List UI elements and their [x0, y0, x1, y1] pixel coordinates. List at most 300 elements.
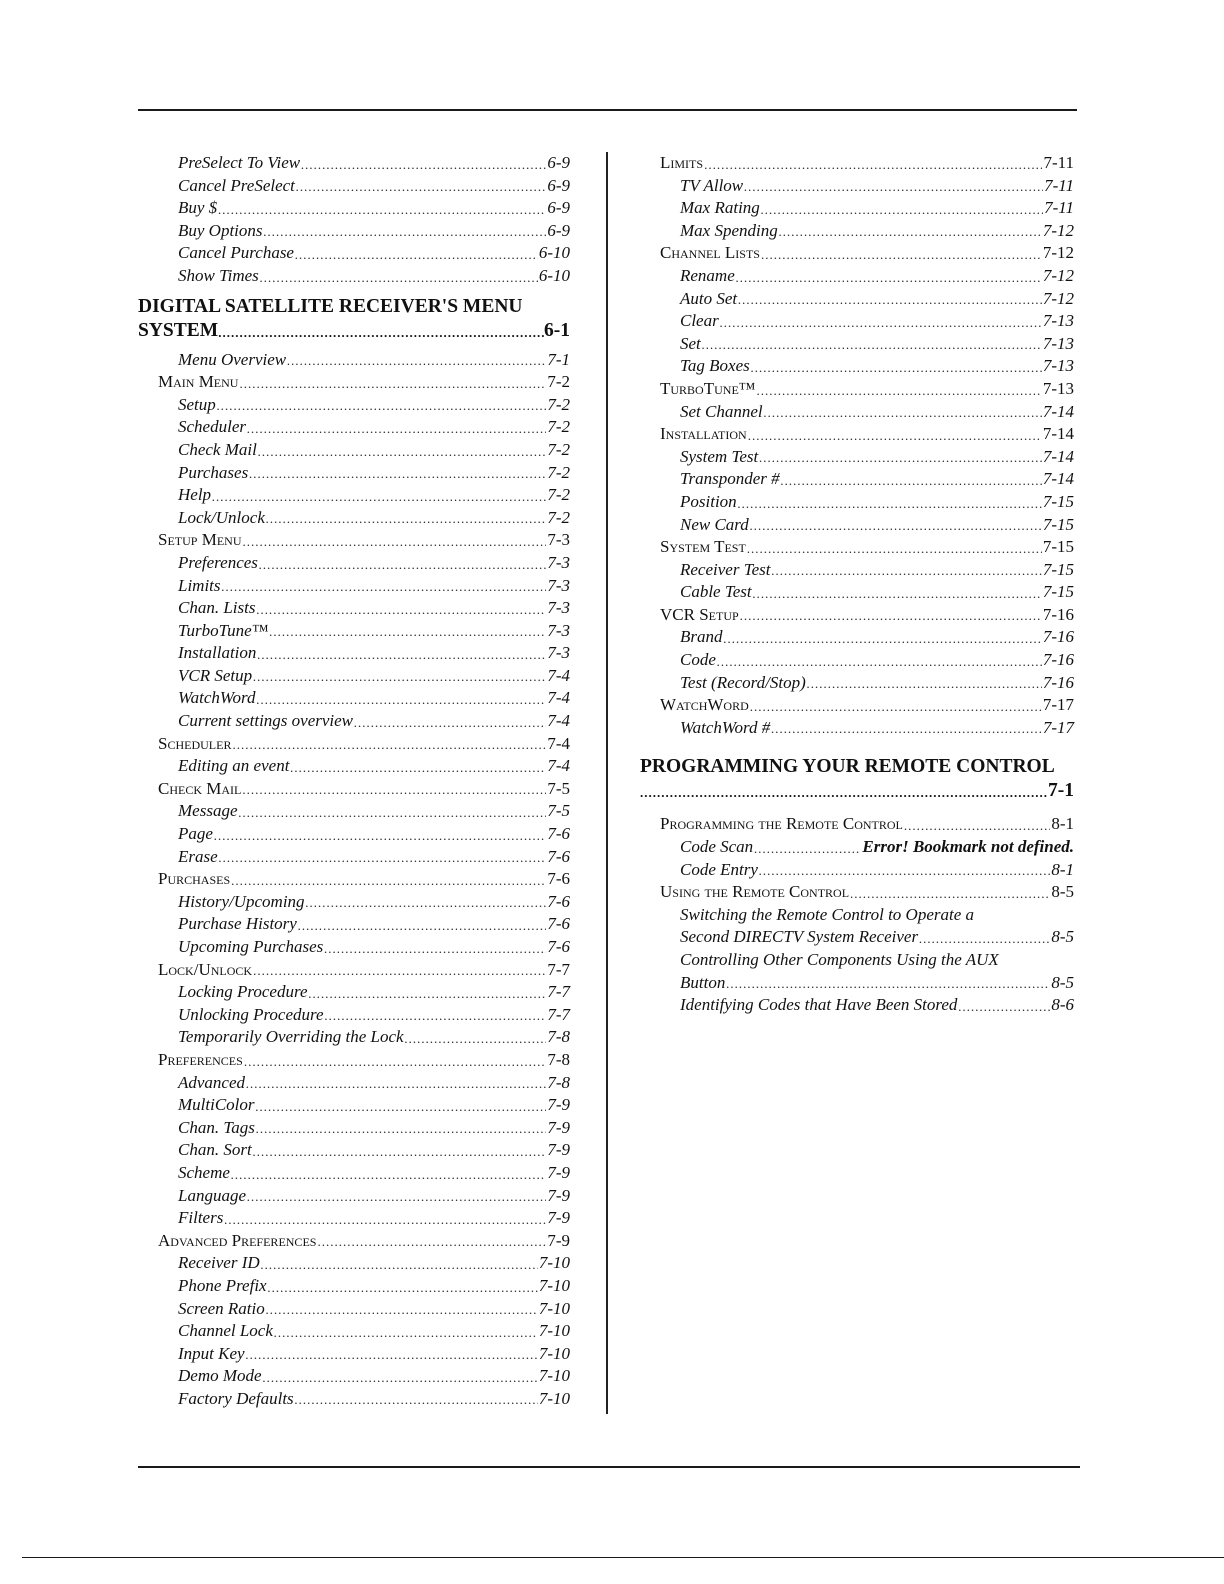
dot-leader	[256, 690, 546, 710]
toc-entry-page: 7-13	[1042, 333, 1074, 353]
dot-leader	[266, 509, 546, 529]
toc-entry-title: Max Spending	[680, 220, 778, 240]
toc-entry-receiver-id[interactable]	[138, 1252, 570, 1275]
dot-leader	[717, 652, 1042, 672]
toc-entry-message[interactable]	[138, 800, 570, 823]
toc-entry-page: 8-1	[1051, 859, 1074, 879]
dot-leader	[781, 471, 1042, 491]
dot-leader	[295, 1390, 538, 1410]
toc-entry-page: 7-13	[1042, 356, 1074, 376]
toc-entry-page: 7-8	[547, 1049, 570, 1069]
toc-entry-title: TurboTune™	[660, 378, 756, 398]
toc-entry-position[interactable]	[640, 491, 1074, 514]
toc-entry-controlling-line1: Controlling Other Components Using the AUX	[680, 950, 999, 969]
toc-entry-tv-allow[interactable]	[640, 175, 1074, 198]
toc-entry-page: 7-9	[547, 1185, 570, 1205]
dot-leader	[747, 539, 1042, 559]
toc-entry-page: 6-10	[538, 243, 570, 263]
toc-entry-channel-lists[interactable]	[640, 242, 1074, 265]
toc-entry-title: Factory Defaults	[178, 1388, 294, 1408]
toc-entry-page: 7-7	[547, 959, 570, 979]
toc-entry-programming-remote[interactable]	[640, 813, 1074, 836]
toc-entry-watchword[interactable]	[138, 687, 570, 710]
toc-entry-title: Language	[178, 1185, 246, 1205]
toc-entry-multicolor[interactable]	[138, 1094, 570, 1117]
toc-entry-demo-mode[interactable]	[138, 1365, 570, 1388]
dot-leader	[744, 177, 1043, 197]
toc-entry-page: 7-3	[547, 575, 570, 595]
toc-entry-page: 7-16	[1042, 650, 1074, 670]
toc-entry-turbotune[interactable]	[138, 620, 570, 643]
toc-entry-page: 7-10	[538, 1366, 570, 1386]
toc-entry-title: Cable Test	[680, 582, 752, 602]
toc-entry-title: WatchWord	[660, 695, 749, 715]
dot-leader	[231, 871, 546, 891]
dot-leader	[295, 245, 538, 265]
toc-entry-turbotune[interactable]	[640, 378, 1074, 401]
toc-entry-buy-options[interactable]	[138, 220, 570, 243]
toc-entry-cancel-preselect[interactable]	[138, 175, 570, 198]
toc-entry-identifying[interactable]	[640, 994, 1074, 1017]
toc-entry-page: 6-9	[547, 153, 570, 172]
toc-entry-brand[interactable]	[640, 626, 1074, 649]
dot-leader	[771, 719, 1042, 739]
dot-leader	[264, 222, 547, 242]
dot-leader	[263, 1368, 538, 1388]
toc-entry-page: 7-2	[547, 417, 570, 437]
dot-leader	[218, 323, 544, 343]
toc-entry-title: MultiColor	[178, 1095, 255, 1115]
toc-entry-title: Help	[178, 485, 212, 505]
toc-entry-title: TV Allow	[680, 175, 744, 195]
bottom-rule	[138, 1466, 1080, 1468]
toc-entry-title: Lock/Unlock	[158, 959, 253, 979]
toc-entry-title: Installation	[178, 643, 257, 663]
toc-entry-title: Limits	[178, 575, 221, 595]
toc-entry-help[interactable]	[138, 484, 570, 507]
toc-entry-page: 7-15	[1042, 537, 1074, 557]
dot-leader	[232, 735, 546, 755]
toc-entry-page: 6-10	[538, 265, 570, 285]
toc-entry-max-spending[interactable]	[640, 220, 1074, 243]
dot-leader	[260, 268, 538, 288]
toc-entry-page: 7-9	[547, 1140, 570, 1160]
toc-entry-system-test[interactable]	[640, 446, 1074, 469]
toc-entry-title: Transponder #	[680, 469, 780, 489]
dot-leader	[244, 1052, 547, 1072]
section-heading-dsr-title: SYSTEM	[138, 319, 219, 341]
toc-entry-page: 6-9	[547, 220, 570, 240]
dot-leader	[256, 1119, 546, 1139]
dot-leader	[779, 222, 1042, 242]
toc-entry-locking-procedure[interactable]	[138, 981, 570, 1004]
toc-entry-controlling[interactable]	[640, 972, 1074, 995]
dot-leader	[301, 155, 546, 175]
toc-entry-installation[interactable]	[640, 423, 1074, 446]
dot-leader	[720, 313, 1042, 333]
section-heading-remote: PROGRAMMING YOUR REMOTE CONTROL	[640, 756, 1055, 778]
dot-leader	[354, 713, 546, 733]
toc-entry-page: 7-10	[538, 1298, 570, 1318]
dot-leader	[309, 984, 547, 1004]
toc-entry-editing-an-event[interactable]	[138, 755, 570, 778]
toc-entry-upcoming-purchases[interactable]	[138, 936, 570, 959]
toc-entry-title: Purchase History	[178, 914, 297, 934]
toc-entry-page: 7-8	[547, 1027, 570, 1047]
toc-entry-title: VCR Setup	[660, 604, 739, 624]
top-rule	[138, 109, 1077, 111]
toc-entry-set-channel[interactable]	[640, 401, 1074, 424]
toc-entry-title: Advanced	[178, 1072, 246, 1092]
dot-leader	[702, 335, 1042, 355]
toc-entry-transponder[interactable]	[640, 468, 1074, 491]
toc-entry-check-mail[interactable]	[138, 439, 570, 462]
toc-entry-page: 7-5	[547, 778, 570, 798]
toc-entry-title: Chan. Sort	[178, 1140, 252, 1160]
dot-leader	[325, 1006, 547, 1026]
toc-entry-title: System Test	[660, 537, 746, 557]
dot-leader	[238, 803, 546, 823]
toc-entry-page: 7-3	[547, 643, 570, 663]
dot-leader	[274, 1323, 538, 1343]
toc-entry-input-key[interactable]	[138, 1343, 570, 1366]
dot-leader	[290, 758, 546, 778]
toc-entry-title: PreSelect To View	[178, 153, 301, 172]
toc-entry-page: 6-9	[547, 175, 570, 195]
toc-entry-page: 7-11	[1044, 175, 1074, 195]
toc-entry-unlocking-procedure[interactable]	[138, 1004, 570, 1027]
toc-entry-show-times[interactable]	[138, 265, 570, 288]
toc-entry-title: Programming the Remote Control	[660, 814, 903, 834]
toc-entry-page: 7-14	[1042, 401, 1074, 421]
toc-entry-title: Scheduler	[158, 733, 232, 753]
toc-entry-title: Cancel Purchase	[178, 243, 294, 263]
dot-leader	[771, 561, 1041, 581]
toc-entry-title: Menu Overview	[178, 349, 287, 369]
toc-entry-page: 7-14	[1042, 469, 1074, 489]
toc-entry-preferences[interactable]	[138, 1049, 570, 1072]
toc-entry-title: Screen Ratio	[178, 1298, 265, 1318]
toc-entry-title: Filters	[178, 1208, 224, 1228]
dot-leader	[738, 494, 1042, 514]
toc-entry-page: 8-5	[1051, 882, 1074, 902]
toc-entry-menu-overview[interactable]	[138, 349, 570, 372]
dot-leader	[807, 674, 1042, 694]
toc-entry-purchase-history[interactable]	[138, 913, 570, 936]
toc-entry-purchases[interactable]	[138, 462, 570, 485]
toc-entry-lock-unlock[interactable]	[138, 959, 570, 982]
toc-entry-page: 7-11	[1044, 198, 1074, 218]
toc-entry-title: Chan. Tags	[178, 1117, 255, 1137]
toc-entry-page: 7-10	[538, 1275, 570, 1295]
dot-leader	[761, 245, 1042, 265]
toc-entry-test-record-stop[interactable]	[640, 672, 1074, 695]
toc-entry-title: Button	[680, 972, 726, 992]
dot-leader	[740, 606, 1042, 626]
dot-leader	[231, 1165, 546, 1185]
toc-entry-limits[interactable]	[640, 152, 1074, 175]
dot-leader	[726, 974, 1050, 994]
toc-entry-code[interactable]	[640, 649, 1074, 672]
toc-entry-title: Advanced Preferences	[158, 1230, 317, 1250]
toc-entry-new-card[interactable]	[640, 514, 1074, 537]
toc-entry-page: 7-10	[538, 1253, 570, 1273]
toc-entry-auto-set[interactable]	[640, 288, 1074, 311]
toc-entry-advanced[interactable]	[138, 1072, 570, 1095]
dot-leader	[405, 1029, 547, 1049]
dot-leader	[759, 861, 1050, 881]
toc-entry-title: History/Upcoming	[178, 891, 305, 911]
toc-entry-rename[interactable]	[640, 265, 1074, 288]
toc-entry-page: 7-6	[547, 846, 570, 866]
toc-entry-page: 7-6	[547, 824, 570, 844]
toc-entry-system-test[interactable]	[640, 536, 1074, 559]
toc-entry-chan-sort[interactable]	[138, 1139, 570, 1162]
toc-entry-page: 7-2	[547, 394, 570, 414]
toc-entry-title: Code Scan	[680, 837, 754, 857]
toc-entry-setup[interactable]	[138, 394, 570, 417]
toc-entry-check-mail[interactable]	[138, 778, 570, 801]
dot-leader	[761, 200, 1043, 220]
toc-entry-title: Locking Procedure	[178, 982, 308, 1002]
toc-entry-title: Input Key	[178, 1343, 245, 1363]
toc-entry-page: 7-4	[547, 711, 570, 731]
toc-entry-page: 7-16	[1042, 604, 1074, 624]
toc-entry-limits[interactable]	[138, 575, 570, 598]
dot-leader	[258, 442, 546, 462]
dot-leader	[247, 419, 546, 439]
toc-entry-error: Error! Bookmark not defined.	[862, 837, 1074, 857]
toc-entry-page: 7-9	[547, 1230, 570, 1250]
toc-entry-title: Buy Options	[178, 220, 263, 240]
toc-entry-preferences[interactable]	[138, 552, 570, 575]
toc-entry-factory-defaults[interactable]	[138, 1388, 570, 1411]
toc-entry-purchases[interactable]	[138, 868, 570, 891]
toc-entry-title: Code	[680, 650, 716, 670]
toc-entry-title: Test (Record/Stop)	[680, 672, 806, 692]
toc-entry-page: 7-10	[538, 1343, 570, 1363]
toc-entry-page: 7-12	[1042, 243, 1074, 263]
toc-entry-history-upcoming[interactable]	[138, 891, 570, 914]
toc-entry-cable-test[interactable]	[640, 581, 1074, 604]
toc-entry-page: 7-17	[1042, 717, 1074, 737]
toc-entry-page: 7-13	[1042, 378, 1074, 398]
dot-leader	[261, 1255, 538, 1275]
toc-entry-setup-menu[interactable]	[138, 529, 570, 552]
toc-entry-page[interactable]	[138, 823, 570, 846]
toc-entry-page: 7-7	[547, 1004, 570, 1024]
toc-entry-code-scan[interactable]	[640, 836, 1074, 859]
page-edge-rule	[22, 1557, 1224, 1558]
toc-entry-page: 7-2	[547, 485, 570, 505]
section-heading-dsr: DIGITAL SATELLITE RECEIVER'S MENU	[138, 295, 523, 317]
toc-entry-page: 7-4	[547, 665, 570, 685]
toc-entry-page: 7-12	[1042, 288, 1074, 308]
toc-entry-title: Editing an event	[178, 756, 290, 776]
dot-leader	[214, 826, 546, 846]
toc-entry-title: Upcoming Purchases	[178, 937, 324, 956]
toc-entry-page: 7-4	[547, 733, 570, 753]
toc-entry-temporarily-overriding-the-lock[interactable]	[138, 1026, 570, 1049]
toc-entry-title: Preferences	[158, 1049, 243, 1069]
toc-entry-clear[interactable]	[640, 310, 1074, 333]
dot-leader	[268, 1278, 538, 1298]
toc-entry-page: 7-9	[547, 1208, 570, 1228]
toc-entry-current-settings-overview[interactable]	[138, 710, 570, 733]
toc-entry-title: WatchWord	[178, 688, 256, 708]
toc-entry-preselect-to-view[interactable]	[138, 152, 570, 175]
toc-entry-page: 7-10	[538, 1388, 570, 1408]
toc-entry-title: Unlocking Procedure	[178, 1004, 324, 1024]
toc-entry-watchword[interactable]	[640, 694, 1074, 717]
toc-entry-page: 7-6	[547, 891, 570, 911]
toc-entry-title: Temporarily Overriding the Lock	[178, 1027, 404, 1047]
toc-entry-watchword[interactable]	[640, 717, 1074, 740]
toc-entry-switching[interactable]	[640, 926, 1074, 949]
toc-entry-chan-lists[interactable]	[138, 597, 570, 620]
dot-leader	[317, 1232, 546, 1252]
dot-leader	[738, 290, 1042, 310]
toc-entry-scheduler[interactable]	[138, 416, 570, 439]
dot-leader	[640, 783, 1048, 803]
toc-entry-page: 7-11	[1043, 153, 1074, 172]
toc-entry-vcr-setup[interactable]	[138, 665, 570, 688]
toc-entry-page: 7-3	[547, 552, 570, 572]
dot-leader	[266, 1300, 538, 1320]
dot-leader	[217, 396, 547, 416]
toc-entry-lock-unlock[interactable]	[138, 507, 570, 530]
dot-leader	[256, 1097, 547, 1117]
toc-entry-title: Tag Boxes	[680, 356, 750, 376]
section-heading-dsr-page: 6-1	[544, 319, 570, 341]
toc-entry-page: 7-15	[1042, 514, 1074, 534]
toc-entry-title: Second DIRECTV System Receiver	[680, 927, 919, 947]
toc-right-entry-list	[640, 152, 1074, 739]
toc-entry-set[interactable]	[640, 333, 1074, 356]
toc-entry-title: Channel Lists	[660, 243, 760, 263]
toc-entry-code-entry[interactable]	[640, 859, 1074, 882]
dot-leader	[247, 1187, 546, 1207]
toc-entry-page: 7-15	[1042, 491, 1074, 511]
toc-entry-title: Purchases	[178, 462, 249, 482]
toc-entry-page: 7-7	[547, 982, 570, 1002]
toc-entry-screen-ratio[interactable]	[138, 1298, 570, 1321]
toc-entry-title: VCR Setup	[178, 665, 253, 685]
toc-entry-page: 7-8	[547, 1072, 570, 1092]
toc-entry-title: Check Mail	[158, 778, 242, 798]
section-heading-dsr-entry[interactable]	[138, 319, 570, 343]
dot-leader	[753, 584, 1042, 604]
toc-left-top-list	[138, 152, 570, 288]
toc-entry-switching-line1: Switching the Remote Control to Operate a	[680, 904, 974, 924]
toc-entry-page: 7-6	[547, 914, 570, 934]
section-heading-remote-entry[interactable]	[640, 779, 1074, 803]
toc-entry-max-rating[interactable]	[640, 197, 1074, 220]
toc-entry-page: 7-12	[1042, 265, 1074, 285]
dot-leader	[253, 667, 546, 687]
toc-entry-title: Max Rating	[680, 198, 760, 218]
toc-entry-title: Code Entry	[680, 859, 758, 879]
toc-entry-scheme[interactable]	[138, 1162, 570, 1185]
dot-leader	[850, 884, 1050, 904]
dot-leader	[750, 697, 1042, 717]
toc-entry-title: Receiver ID	[178, 1253, 260, 1273]
toc-entry-vcr-setup[interactable]	[640, 604, 1074, 627]
toc-entry-chan-tags[interactable]	[138, 1117, 570, 1140]
toc-entry-receiver-test[interactable]	[640, 559, 1074, 582]
toc-entry-title: Show Times	[178, 265, 259, 285]
dot-leader	[224, 1210, 546, 1230]
toc-entry-title: Main Menu	[158, 372, 239, 392]
toc-entry-tag-boxes[interactable]	[640, 355, 1074, 378]
dot-leader	[904, 816, 1050, 836]
toc-entry-title: Brand	[680, 627, 723, 647]
toc-entry-title: Setup Menu	[158, 530, 242, 550]
toc-entry-title: Setup	[178, 394, 216, 414]
dot-leader	[253, 1142, 547, 1162]
toc-entry-page: 8-5	[1051, 927, 1074, 947]
toc-entry-using-remote[interactable]	[640, 881, 1074, 904]
toc-entry-buy[interactable]	[138, 197, 570, 220]
toc-entry-title: Chan. Lists	[178, 598, 256, 618]
toc-entry-page: 7-10	[538, 1321, 570, 1341]
dot-leader	[242, 780, 546, 800]
toc-entry-page: 7-12	[1042, 220, 1074, 240]
toc-entry-page: 7-1	[547, 349, 570, 369]
toc-entry-filters[interactable]	[138, 1207, 570, 1230]
toc-entry-page: 7-9	[547, 1117, 570, 1137]
toc-entry-page: 7-2	[547, 507, 570, 527]
dot-leader	[736, 268, 1042, 288]
toc-entry-page: 7-15	[1042, 582, 1074, 602]
toc-entry-page: 7-13	[1042, 311, 1074, 331]
toc-entry-erase[interactable]	[138, 846, 570, 869]
toc-entry-page: 7-3	[547, 620, 570, 640]
toc-entry-page: 7-4	[547, 756, 570, 776]
toc-entry-page: 8-6	[1051, 995, 1074, 1015]
toc-entry-page: 7-4	[547, 688, 570, 708]
toc-entry-page: 7-3	[547, 530, 570, 550]
toc-entry-title: Preferences	[178, 552, 258, 572]
dot-leader	[759, 448, 1042, 468]
dot-leader	[256, 600, 546, 620]
dot-leader	[298, 916, 547, 936]
toc-left-column	[138, 152, 570, 1410]
dot-leader	[764, 403, 1042, 423]
dot-leader	[919, 929, 1050, 949]
dot-leader	[218, 200, 546, 220]
toc-entry-advanced-preferences[interactable]	[138, 1230, 570, 1253]
toc-entry-title: Using the Remote Control	[660, 882, 850, 902]
toc-entry-title: New Card	[680, 514, 749, 534]
toc-entry-title: Installation	[660, 424, 747, 444]
toc-entry-cancel-purchase[interactable]	[138, 242, 570, 265]
toc-entry-title: Lock/Unlock	[178, 507, 265, 527]
toc-entry-page: 8-1	[1051, 814, 1074, 834]
toc-entry-page: 7-16	[1042, 627, 1074, 647]
toc-entry-main-menu[interactable]	[138, 371, 570, 394]
toc-entry-phone-prefix[interactable]	[138, 1275, 570, 1298]
toc-entry-scheduler[interactable]	[138, 733, 570, 756]
toc-entry-page: 7-9	[547, 1162, 570, 1182]
toc-entry-language[interactable]	[138, 1185, 570, 1208]
dot-leader	[958, 997, 1050, 1017]
toc-entry-channel-lock[interactable]	[138, 1320, 570, 1343]
toc-entry-installation[interactable]	[138, 642, 570, 665]
toc-entry-title: Current settings overview	[178, 711, 354, 731]
toc-entry-page: 7-14	[1042, 446, 1074, 466]
toc-entry-page: 6-9	[547, 198, 570, 218]
